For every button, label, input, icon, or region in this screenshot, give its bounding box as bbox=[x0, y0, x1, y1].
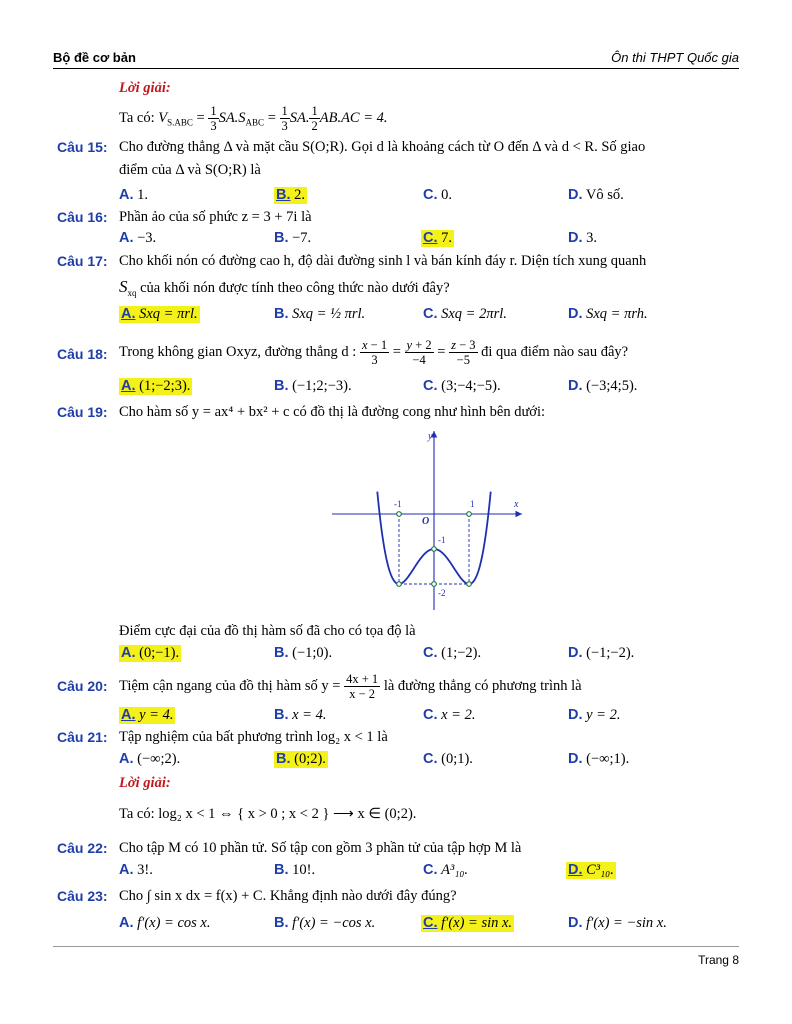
option-a[interactable]: A. −3. bbox=[119, 230, 157, 246]
option-a[interactable]: A. 1. bbox=[119, 187, 148, 203]
tick-label-ym2: -2 bbox=[438, 588, 446, 598]
point-ym2 bbox=[432, 582, 437, 587]
solution-label: Lời giải: bbox=[119, 775, 171, 791]
question-text: Phần ảo của số phức z = 3 + 7i là bbox=[119, 209, 312, 225]
question-text-cont: Điểm cực đại của đồ thị hàm số đã cho có tọa độ là bbox=[119, 623, 416, 639]
option-b[interactable]: B. (−1;0). bbox=[274, 645, 333, 661]
option-d[interactable]: D. (−3;4;5). bbox=[568, 378, 638, 394]
option-a[interactable]: A. 3!. bbox=[119, 862, 153, 878]
option-a[interactable]: A. (−∞;2). bbox=[119, 751, 181, 767]
option-d[interactable]: D. y = 2. bbox=[568, 707, 621, 723]
question-number: Câu 16: bbox=[57, 209, 108, 225]
origin-label: O bbox=[422, 516, 430, 527]
question-text: Cho hàm số y = ax⁴ + bx² + c có đồ thị là đường cong như hình bên dưới: bbox=[119, 404, 546, 420]
solution-21: Ta có: log₂ x < 1 ⇔ { x > 0 ; x < 2 } ⟶ x ∈ (0;2). bbox=[119, 806, 417, 822]
page-footer bbox=[53, 946, 739, 967]
option-b[interactable]: B. x = 4. bbox=[274, 707, 327, 723]
option-b[interactable]: B. f′(x) = −cos x. bbox=[274, 915, 376, 931]
solution-prefix: Ta có: bbox=[119, 109, 159, 126]
option-d[interactable]: D. 3. bbox=[568, 230, 597, 246]
question-text: Cho ∫ sin x dx = f(x) + C. Khẳng định nào dưới đây đúng? bbox=[119, 888, 457, 904]
fraction-denominator: x − 2 bbox=[349, 687, 376, 701]
question-number: Câu 17: bbox=[57, 253, 108, 269]
question-text: Tiệm cận ngang của đồ thị hàm số y = bbox=[119, 677, 341, 694]
option-c-correct[interactable]: C. f′(x) = sin x. bbox=[423, 915, 513, 931]
option-c[interactable]: C. Sxq = 2πrl. bbox=[423, 306, 507, 322]
header-left: Bộ đề cơ bản bbox=[53, 50, 136, 65]
option-a-correct[interactable]: A. Sxq = πrl. bbox=[121, 306, 198, 322]
question-text-cont: là đường thẳng có phương trình là bbox=[383, 677, 582, 694]
option-c[interactable]: C. x = 2. bbox=[423, 707, 476, 723]
header-right: Ôn thi THPT Quốc gia bbox=[611, 50, 739, 65]
question-number: Câu 18: bbox=[57, 346, 108, 362]
option-a-correct[interactable]: A. (1;−2;3). bbox=[121, 378, 191, 394]
option-d[interactable]: D. (−1;−2). bbox=[568, 645, 635, 661]
tick-label-ym1: -1 bbox=[438, 535, 446, 545]
question-number: Câu 20: bbox=[57, 678, 108, 694]
option-b-correct[interactable]: B. 2. bbox=[276, 187, 305, 203]
point-xm1 bbox=[397, 512, 402, 517]
option-b[interactable]: B. 10!. bbox=[274, 862, 316, 878]
question-text-cont: điểm của Δ và S(O;R) là bbox=[119, 162, 261, 178]
question-text-cont: đi qua điểm nào sau đây? bbox=[481, 343, 629, 360]
page-number: Trang 8 bbox=[698, 953, 739, 967]
option-c[interactable]: C. (1;−2). bbox=[423, 645, 482, 661]
question-text-cont: của khối nón được tính theo công thức nào dưới đây? bbox=[140, 280, 450, 296]
option-c[interactable]: C. A³₁₀. bbox=[423, 862, 469, 878]
option-a[interactable]: A. f′(x) = cos x. bbox=[119, 915, 211, 931]
solution-tail: AB.AC = 4. bbox=[319, 109, 388, 126]
tick-label-x1: 1 bbox=[470, 499, 475, 509]
point-x1 bbox=[467, 512, 472, 517]
option-b-correct[interactable]: B. (0;2). bbox=[276, 751, 326, 767]
option-b[interactable]: B. (−1;2;−3). bbox=[274, 378, 352, 394]
fraction-numerator: 4x + 1 bbox=[346, 672, 379, 686]
option-c[interactable]: C. (3;−4;−5). bbox=[423, 378, 501, 394]
option-d[interactable]: D. Vô số. bbox=[568, 187, 624, 203]
point-min-right bbox=[467, 582, 472, 587]
option-d[interactable]: D. (−∞;1). bbox=[568, 751, 630, 767]
question-text: Cho tập M có 10 phần tử. Số tập con gồm 3 phần tử của tập hợp M là bbox=[119, 840, 522, 856]
y-axis-label: y bbox=[428, 431, 433, 442]
question-number: Câu 21: bbox=[57, 729, 108, 745]
option-a-correct[interactable]: A. (0;−1). bbox=[121, 645, 180, 661]
question-text: Trong không gian Oxyz, đường thẳng d : bbox=[119, 343, 357, 360]
question-number: Câu 19: bbox=[57, 404, 108, 420]
option-c-correct[interactable]: C. 7. bbox=[423, 230, 452, 246]
option-b[interactable]: B. −7. bbox=[274, 230, 312, 246]
tick-label-xm1: -1 bbox=[394, 499, 402, 509]
point-max bbox=[432, 547, 437, 552]
question-text: Cho khối nón có đường cao h, độ dài đường sinh l và bán kính đáy r. Diện tích xung quanh bbox=[119, 253, 647, 269]
option-d-correct[interactable]: D. C³₁₀. bbox=[568, 862, 614, 878]
solution-label: Lời giải: bbox=[119, 80, 171, 96]
page-header bbox=[53, 46, 739, 69]
question-number: Câu 22: bbox=[57, 840, 108, 856]
option-c[interactable]: C. 0. bbox=[423, 187, 452, 203]
point-min-left bbox=[397, 582, 402, 587]
option-a-correct[interactable]: A. y = 4. bbox=[121, 707, 174, 723]
option-b[interactable]: B. Sxq = ½ πrl. bbox=[274, 306, 366, 322]
function-graph bbox=[330, 425, 530, 615]
option-d[interactable]: D. Sxq = πrh. bbox=[568, 306, 648, 322]
question-text: Tập nghiệm của bất phương trình log₂ x < 1 là bbox=[119, 729, 388, 745]
question-number: Câu 23: bbox=[57, 888, 108, 904]
option-c[interactable]: C. (0;1). bbox=[423, 751, 473, 767]
option-d[interactable]: D. f′(x) = −sin x. bbox=[568, 915, 667, 931]
question-text: Cho đường thẳng Δ và mặt cầu S(O;R). Gọi d là khoảng cách từ O đến Δ và d < R. Số giao bbox=[119, 139, 646, 155]
x-axis-label: x bbox=[514, 499, 519, 510]
question-number: Câu 15: bbox=[57, 139, 108, 155]
